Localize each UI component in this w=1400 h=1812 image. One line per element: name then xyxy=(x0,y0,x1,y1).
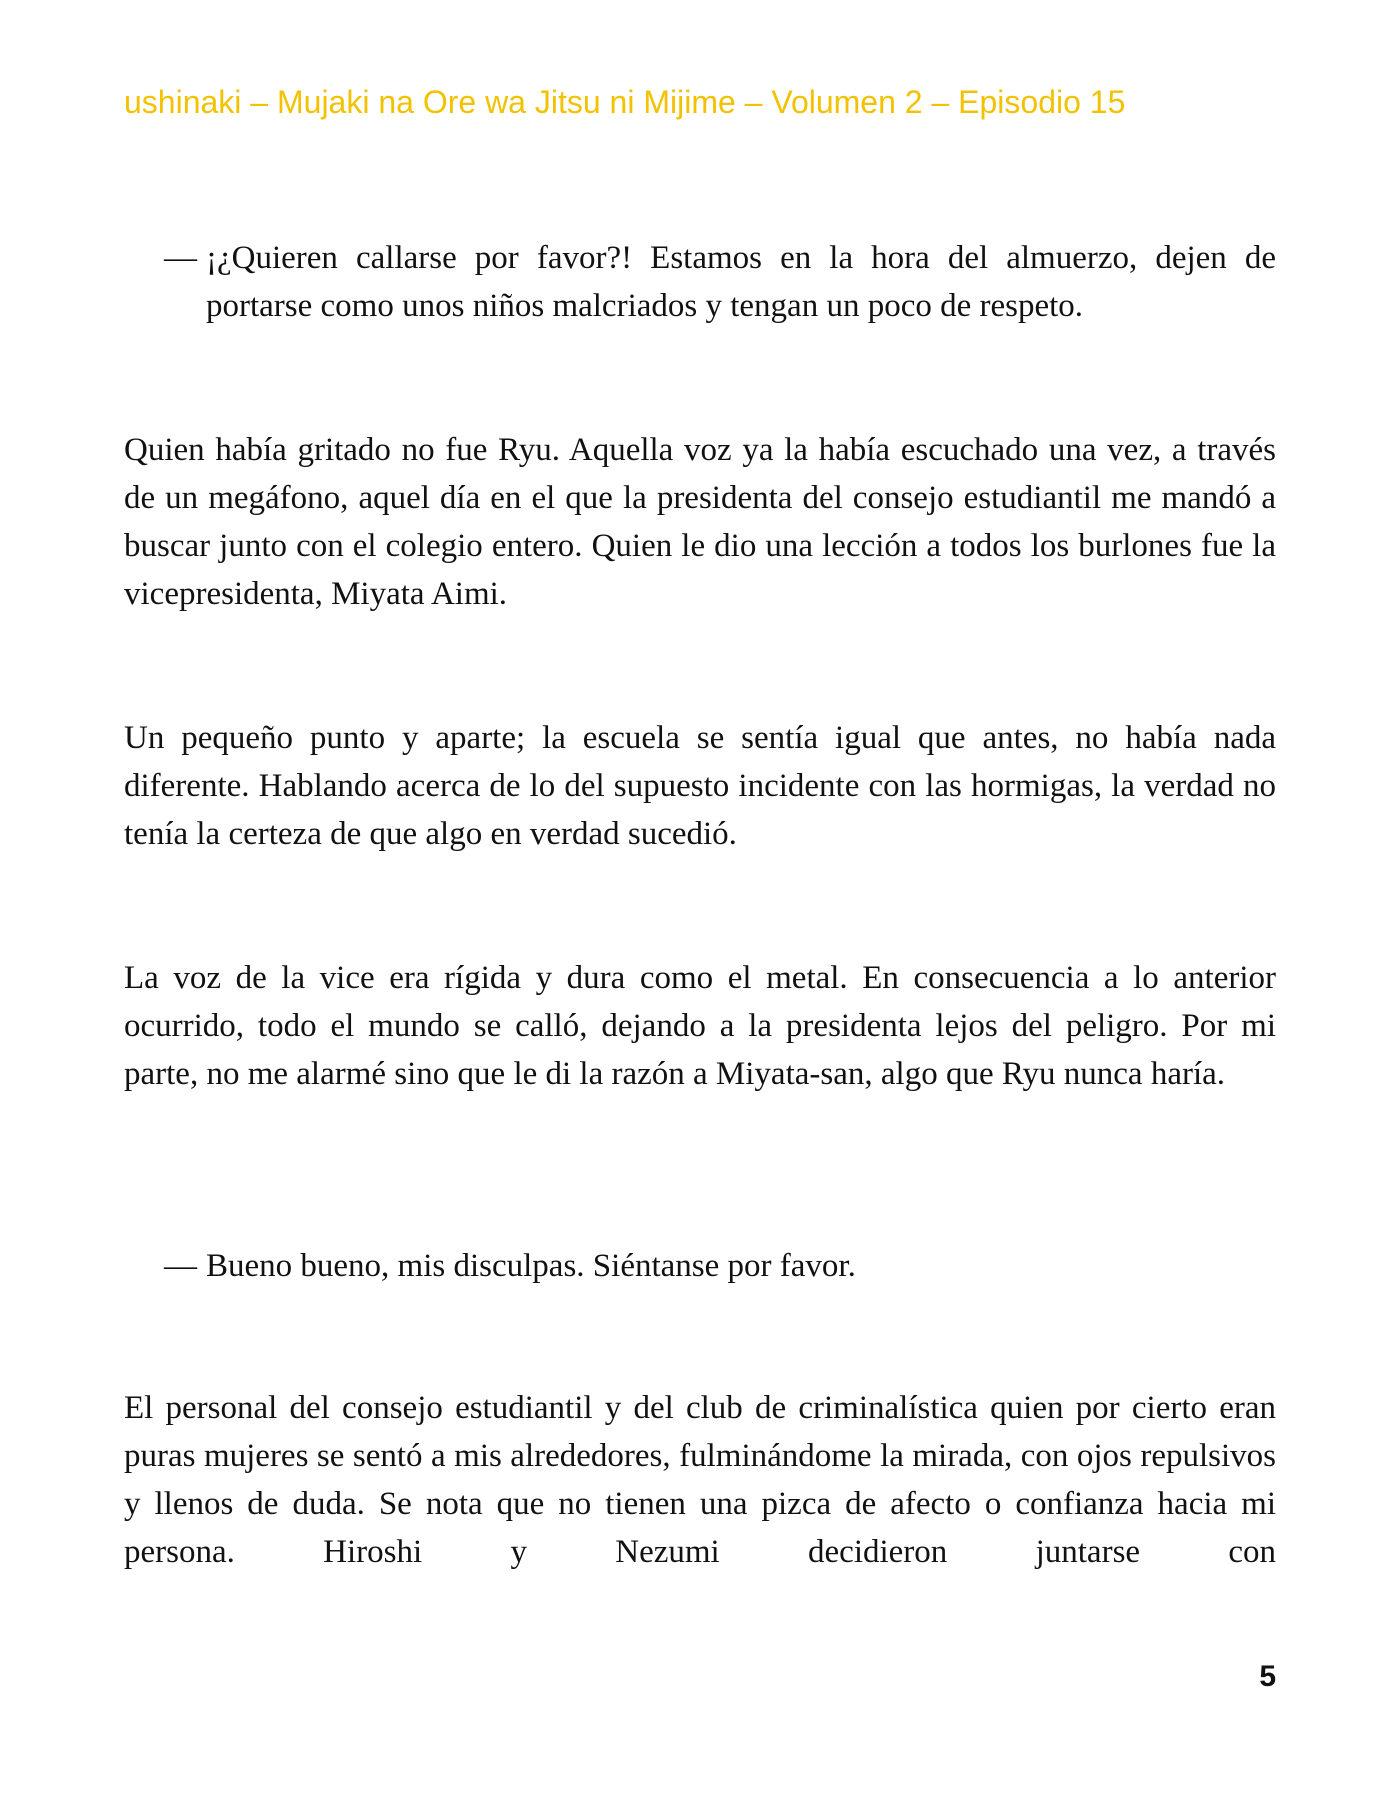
dialogue-line-2 xyxy=(124,1242,1276,1290)
dialogue-text: Bueno bueno, mis disculpas. Siéntanse por favor. xyxy=(206,1248,856,1284)
paragraph-2: Un pequeño punto y aparte; la escuela se sentía igual que antes, no había nada diferente. Hablando acerca de lo del supuesto incidente con las hormigas, la verdad no tenía la certeza de que algo en verdad sucedió. xyxy=(124,720,1276,852)
running-header: ushinaki – Mujaki na Ore wa Jitsu ni Mijime – Volumen 2 – Episodio 15 xyxy=(124,84,1126,120)
paragraph-4: El personal del consejo estudiantil y del club de criminalística quien por cierto eran puras mujeres se sentó a mis alrededores, fulminándome la mirada, con ojos repulsivos y llenos de duda. Se nota que no tienen una pizca de afecto o confianza hacia mi persona. Hiroshi y Nezumi decidieron juntarse con xyxy=(124,1390,1276,1570)
paragraph-3: La voz de la vice era rígida y dura como el metal. En consecuencia a lo anterior ocurrido, todo el mundo se calló, dejando a la presidenta lejos del peligro. Por mi parte, no me alarmé sino que le di la razón a Miyata-san, algo que Ryu nunca haría. xyxy=(124,960,1276,1092)
dialogue-dash: — xyxy=(164,1248,197,1284)
dialogue-dash: — xyxy=(164,240,197,276)
page-number: 5 xyxy=(1259,1660,1276,1693)
paragraph-1: Quien había gritado no fue Ryu. Aquella voz ya la había escuchado una vez, a través de un megáfono, aquel día en el que la presidenta del consejo estudiantil me mandó a buscar junto con el colegio entero. Quien le dio una lección a todos los burlones fue la vicepresidenta, Miyata Aimi. xyxy=(124,432,1276,612)
dialogue-text: ¡¿Quieren callarse por favor?! Estamos en la hora del almuerzo, dejen de portarse como unos niños malcriados y tengan un poco de respeto. xyxy=(206,240,1276,324)
dialogue-line-1 xyxy=(124,234,1276,330)
